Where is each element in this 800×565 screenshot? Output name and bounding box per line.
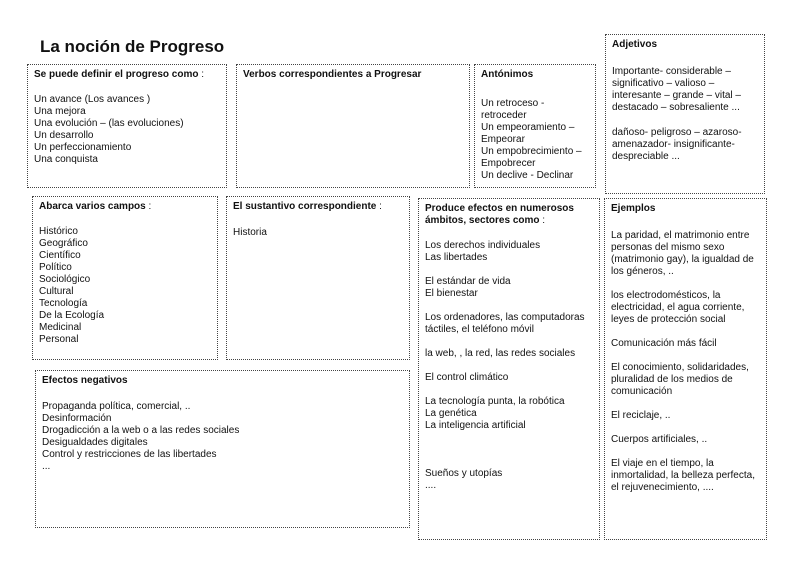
- efectos-ambitos-list: [425, 240, 593, 492]
- list-item: Una conquista: [34, 154, 98, 165]
- list-item: La paridad, el matrimonio entre personas del mismo sexo (matrimonio gay), la igualdad de los géneros, ..: [611, 230, 754, 277]
- list-item: Científico: [39, 250, 81, 261]
- definir-list: [34, 94, 220, 166]
- list-item: ....: [425, 480, 437, 491]
- antonimos-list: [481, 98, 589, 182]
- list-group: [425, 396, 593, 432]
- list-item: Un avance (Los avances ): [34, 94, 151, 105]
- definir-box: [27, 64, 227, 188]
- sustantivo-heading: El sustantivo correspondiente :: [233, 201, 382, 212]
- list-item: Tecnología: [39, 298, 88, 309]
- adjetivos-para-negative: dañoso- peligroso – azaroso- amenazador- insignificante- despreciable ...: [612, 127, 742, 162]
- list-item: ...: [42, 461, 51, 472]
- list-item: Los ordenadores, las computadoras táctiles, el teléfono móvil: [425, 312, 585, 335]
- page-title: La noción de Progreso: [40, 37, 225, 56]
- list-item: La genética: [425, 408, 477, 419]
- list-item: El control climático: [425, 372, 509, 383]
- list-group: [425, 348, 593, 360]
- list-item: El viaje en el tiempo, la inmortalidad, la belleza perfecta, el rejuvenecimiento, ....: [611, 458, 755, 493]
- list-item: Personal: [39, 334, 79, 345]
- list-group: [425, 372, 593, 384]
- list-group: [425, 240, 593, 264]
- list-item: El bienestar: [425, 288, 478, 299]
- list-item: Control y restricciones de las libertades: [42, 449, 217, 460]
- list-item: Medicinal: [39, 322, 82, 333]
- list-item: La inteligencia artificial: [425, 420, 526, 431]
- list-item: Comunicación más fácil: [611, 338, 717, 349]
- verbos-heading: Verbos correspondientes a Progresar: [243, 69, 422, 80]
- list-group: [425, 312, 593, 336]
- verbos-box: [236, 64, 470, 188]
- list-item: Un empeoramiento – Empeorar: [481, 122, 575, 145]
- list-item: La tecnología punta, la robótica: [425, 396, 565, 407]
- adjetivos-heading: Adjetivos: [612, 39, 658, 50]
- campos-list: [39, 226, 211, 346]
- list-item: Los derechos individuales: [425, 240, 541, 251]
- list-item: Una mejora: [34, 106, 86, 117]
- list-item: Las libertades: [425, 252, 488, 263]
- negativos-list: [42, 401, 403, 473]
- efectos-ambitos-heading: Produce efectos en numerosos ámbitos, sectores como :: [425, 203, 574, 226]
- list-item: El conocimiento, solidaridades, pluralidad de los medios de comunicación: [611, 362, 749, 397]
- list-item: Sueños y utopías: [425, 468, 503, 479]
- ejemplos-heading: Ejemplos: [611, 203, 656, 214]
- list-item: Desinformación: [42, 413, 112, 424]
- list-item: la web, , la red, las redes sociales: [425, 348, 576, 359]
- list-item: Un desarrollo: [34, 130, 94, 141]
- list-item: Político: [39, 262, 72, 273]
- list-group: [425, 468, 593, 492]
- list-item: Drogadicción a la web o a las redes sociales: [42, 425, 240, 436]
- antonimos-box: [474, 64, 596, 188]
- list-item: Una evolución – (las evoluciones): [34, 118, 184, 129]
- list-item: Sociológico: [39, 274, 91, 285]
- list-group: [425, 276, 593, 300]
- antonimos-heading: Antónimos: [481, 69, 534, 80]
- list-item: Un perfeccionamiento: [34, 142, 132, 153]
- list-group: [425, 444, 593, 456]
- negativos-heading: Efectos negativos: [42, 375, 128, 386]
- campos-box: [32, 196, 218, 360]
- campos-heading: Abarca varios campos :: [39, 201, 152, 212]
- list-item: Geográfico: [39, 238, 88, 249]
- negativos-box: [35, 370, 410, 528]
- list-item: Desigualdades digitales: [42, 437, 148, 448]
- ejemplos-box: [604, 198, 767, 540]
- definir-heading: Se puede definir el progreso como :: [34, 69, 205, 80]
- efectos-ambitos-box: [418, 198, 600, 540]
- list-item: Un declive - Declinar: [481, 170, 574, 181]
- list-item: El estándar de vida: [425, 276, 511, 287]
- list-item: Cuerpos artificiales, ..: [611, 434, 708, 445]
- list-item: Un empobrecimiento – Empobrecer: [481, 146, 582, 169]
- list-item: Histórico: [39, 226, 78, 237]
- sustantivo-box: [226, 196, 410, 360]
- list-item: El reciclaje, ..: [611, 410, 671, 421]
- adjetivos-para-positive: Importante- considerable – significativo – valioso – interesante – grande – vital – destacado – sobresaliente ...: [612, 66, 741, 113]
- list-item: Un retroceso - retroceder: [481, 98, 545, 121]
- list-item: Propaganda política, comercial, ..: [42, 401, 191, 412]
- ejemplos-list: [611, 230, 760, 494]
- adjetivos-box: [605, 34, 765, 194]
- list-item: los electrodomésticos, la electricidad, el agua corriente, leyes de protección social: [611, 290, 745, 325]
- sustantivo-item: Historia: [233, 227, 267, 238]
- list-item: Cultural: [39, 286, 74, 297]
- list-item: De la Ecología: [39, 310, 105, 321]
